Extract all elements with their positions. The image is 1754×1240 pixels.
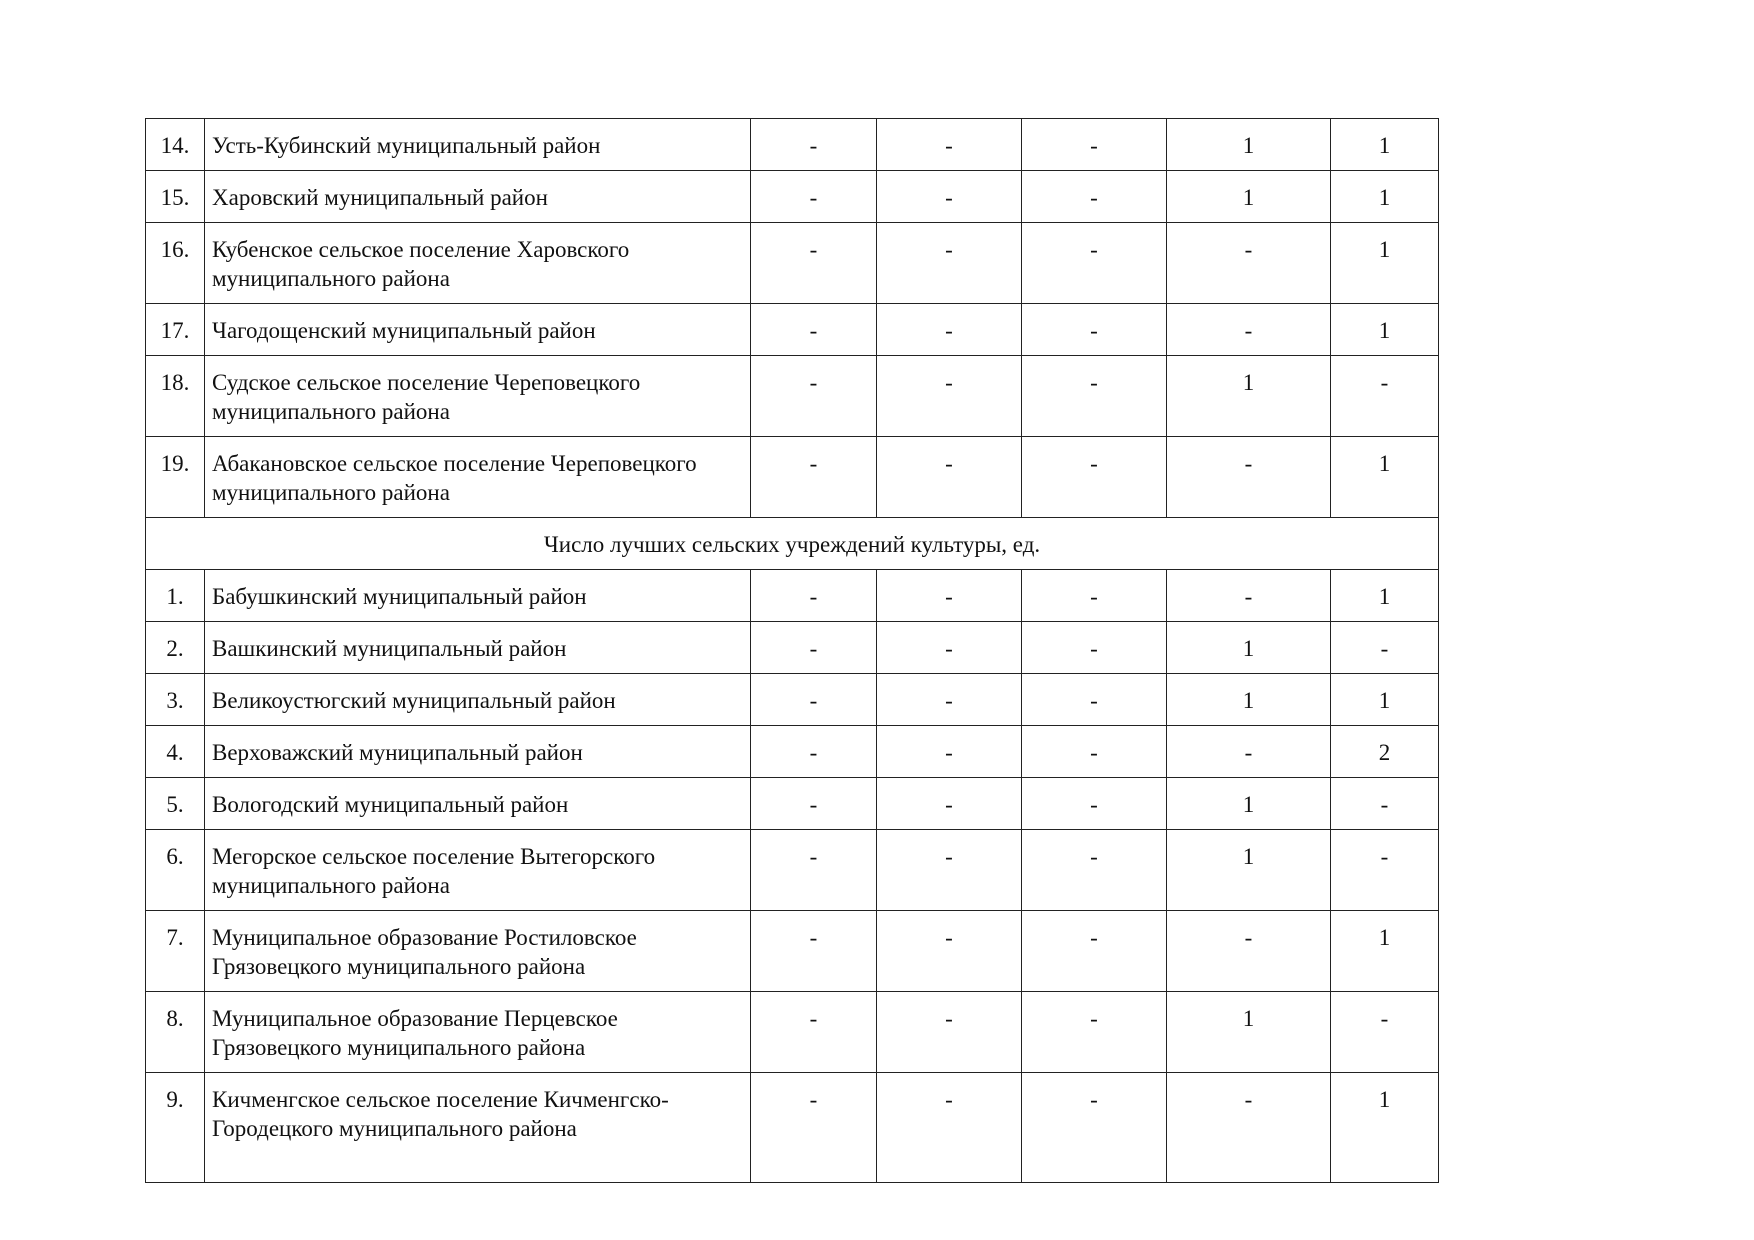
row-number: 14. [146,119,205,171]
table-row [146,1073,1439,1183]
value-cell: - [751,674,877,726]
table-row [146,726,1439,778]
value-cell: - [1022,911,1167,992]
value-cell: 2 [1331,726,1439,778]
value-cell: 1 [1331,674,1439,726]
table-row [146,830,1439,911]
value-cell: - [751,1073,877,1183]
table-row [146,171,1439,223]
value-cell: 1 [1167,992,1331,1073]
value-cell: - [877,1073,1022,1183]
value-cell: 1 [1167,674,1331,726]
value-cell: - [1022,304,1167,356]
value-cell: - [751,778,877,830]
row-number: 18. [146,356,205,437]
value-cell: - [877,171,1022,223]
row-number: 2. [146,622,205,674]
value-cell: - [877,992,1022,1073]
value-cell: - [1331,622,1439,674]
value-cell: - [1022,171,1167,223]
municipality-name: Муниципальное образование Перцевское Грязовецкого муниципального района [205,992,751,1073]
value-cell: - [1331,992,1439,1073]
value-cell: - [1022,437,1167,518]
value-cell: - [1331,778,1439,830]
value-cell: - [877,726,1022,778]
row-number: 8. [146,992,205,1073]
table-row [146,674,1439,726]
value-cell: - [751,726,877,778]
value-cell: - [877,830,1022,911]
value-cell: 1 [1167,778,1331,830]
value-cell: 1 [1331,437,1439,518]
municipality-name: Верховажский муниципальный район [205,726,751,778]
row-number: 4. [146,726,205,778]
value-cell: - [1022,570,1167,622]
value-cell: 1 [1331,911,1439,992]
value-cell: - [751,830,877,911]
value-cell: - [1022,223,1167,304]
row-number: 9. [146,1073,205,1183]
value-cell: - [751,992,877,1073]
value-cell: 1 [1331,304,1439,356]
table-row [146,119,1439,171]
section-title: Число лучших сельских учреждений культуры, ед. [146,518,1439,570]
value-cell: - [1167,570,1331,622]
value-cell: - [1167,726,1331,778]
value-cell: - [1167,437,1331,518]
value-cell: 1 [1331,223,1439,304]
row-number: 19. [146,437,205,518]
value-cell: - [751,622,877,674]
value-cell: 1 [1331,119,1439,171]
row-number: 3. [146,674,205,726]
table-row [146,911,1439,992]
table-row [146,622,1439,674]
value-cell: - [1022,726,1167,778]
row-number: 6. [146,830,205,911]
row-number: 5. [146,778,205,830]
section-header-row [146,518,1439,570]
table-row [146,778,1439,830]
table-row [146,570,1439,622]
row-number: 7. [146,911,205,992]
value-cell: - [1167,1073,1331,1183]
data-table [145,118,1439,1183]
value-cell: - [1167,304,1331,356]
value-cell: - [877,119,1022,171]
value-cell: - [1022,622,1167,674]
value-cell: - [877,570,1022,622]
municipality-name: Кичменгское сельское поселение Кичменгско-Городецкого муниципального района [205,1073,751,1183]
value-cell: - [751,356,877,437]
municipality-name: Судское сельское поселение Череповецкого муниципального района [205,356,751,437]
table-row [146,304,1439,356]
value-cell: - [877,622,1022,674]
row-number: 15. [146,171,205,223]
value-cell: - [751,911,877,992]
municipality-name: Муниципальное образование Ростиловское Грязовецкого муниципального района [205,911,751,992]
value-cell: - [877,223,1022,304]
value-cell: - [1022,1073,1167,1183]
value-cell: - [877,437,1022,518]
value-cell: - [751,304,877,356]
value-cell: - [877,674,1022,726]
municipality-name: Чагодощенский муниципальный район [205,304,751,356]
value-cell: - [1022,356,1167,437]
table-row [146,992,1439,1073]
value-cell: - [1167,223,1331,304]
municipality-name: Великоустюгский муниципальный район [205,674,751,726]
value-cell: - [1022,778,1167,830]
municipality-name: Усть-Кубинский муниципальный район [205,119,751,171]
value-cell: 1 [1331,1073,1439,1183]
value-cell: - [877,911,1022,992]
value-cell: - [877,778,1022,830]
municipality-name: Мегорское сельское поселение Вытегорского муниципального района [205,830,751,911]
value-cell: 1 [1167,622,1331,674]
table-row [146,437,1439,518]
value-cell: - [751,119,877,171]
value-cell: - [1022,830,1167,911]
value-cell: - [1331,830,1439,911]
value-cell: 1 [1331,570,1439,622]
value-cell: - [1331,356,1439,437]
value-cell: 1 [1167,119,1331,171]
municipality-name: Кубенское сельское поселение Харовского муниципального района [205,223,751,304]
table-row [146,356,1439,437]
value-cell: - [1022,674,1167,726]
value-cell: 1 [1167,171,1331,223]
value-cell: - [751,570,877,622]
value-cell: - [877,304,1022,356]
value-cell: 1 [1167,830,1331,911]
municipality-name: Абакановское сельское поселение Череповецкого муниципального района [205,437,751,518]
municipality-name: Бабушкинский муниципальный район [205,570,751,622]
value-cell: - [1167,911,1331,992]
value-cell: 1 [1331,171,1439,223]
value-cell: - [751,223,877,304]
row-number: 16. [146,223,205,304]
table-row [146,223,1439,304]
row-number: 17. [146,304,205,356]
value-cell: - [751,171,877,223]
value-cell: - [751,437,877,518]
value-cell: - [1022,992,1167,1073]
value-cell: - [877,356,1022,437]
value-cell: 1 [1167,356,1331,437]
municipality-name: Харовский муниципальный район [205,171,751,223]
municipality-name: Вашкинский муниципальный район [205,622,751,674]
row-number: 1. [146,570,205,622]
value-cell: - [1022,119,1167,171]
municipality-name: Вологодский муниципальный район [205,778,751,830]
